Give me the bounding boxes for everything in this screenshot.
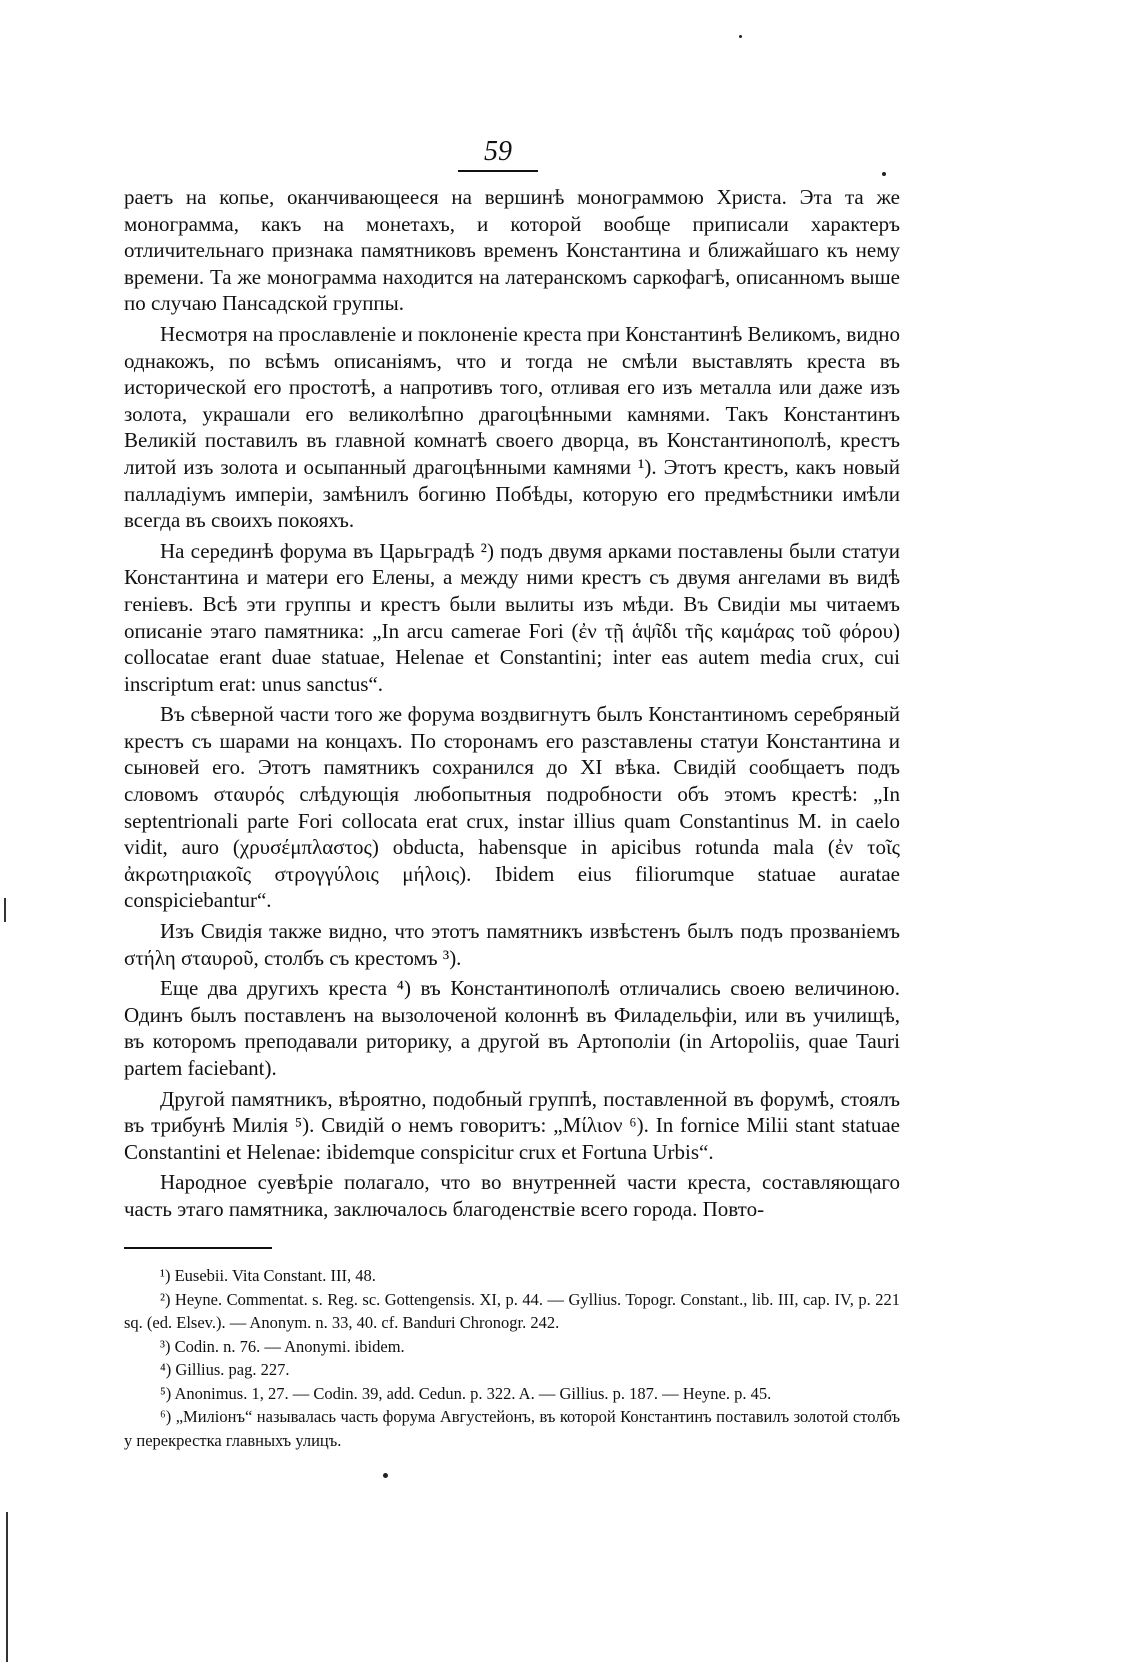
footnote: ²) Heyne. Commentat. s. Reg. sc. Gottengensis. XI, p. 44. — Gyllius. Topogr. Constant., lib. III, cap. IV, p. 221 sq. (ed. Elsev.). — Anonym. n. 33, 40. cf. Banduri Chronogr. 242.	[124, 1289, 900, 1332]
paragraph: Народное суевѣріе полагало, что во внутренней части креста, составляющаго часть этаго памятника, заключалось благоденствіе всего города. Повто-	[124, 1170, 900, 1221]
footnote-divider	[124, 1247, 272, 1249]
footnotes	[124, 1264, 900, 1452]
paragraph: Въ сѣверной части того же форума воздвигнутъ былъ Константиномъ серебряный крестъ съ шарами на концахъ. По сторонамъ его разставлены статуи Константина и сыновей его. Этотъ памятникъ сохранился до XI вѣка. Свидій сообщаетъ подъ словомъ σταυρός слѣдующія любопытныя подробности объ этомъ крестѣ: „In septentrionali parte Fori collocata erat crux, instar illius quam Constantinus M. in caelo vidit, auro (χρυσέμπλαστος) obducta, habensque in apicibus rotunda mala (ἐν τοῖς ἀκρωτηριακοῖς στρογγύλοις μήλοις). Ibidem eius filiorumque statuae auratae conspiciebantur“.	[124, 702, 900, 913]
main-text	[124, 184, 900, 1223]
scan-speck	[882, 172, 886, 176]
footnote: ⁴) Gillius. pag. 227.	[160, 1360, 290, 1379]
paragraph: раетъ на копье, оканчивающееся на вершинѣ монограммою Христа. Эта та же монограмма, какъ на монетахъ, и которой вообще приписали характеръ отличительнаго признака памятниковъ временъ Константина и ближайшаго къ нему времени. Та же монограмма находится на латеранскомъ саркофагѣ, описанномъ выше по случаю Пансадской группы.	[124, 185, 900, 316]
scan-speck	[383, 1473, 388, 1478]
footnote: ⁶) „Миліонъ“ называлась часть форума Августейонъ, въ которой Константинъ поставилъ золотой столбъ у перекрестка главныхъ улицъ.	[124, 1407, 900, 1450]
paragraph: На серединѣ форума въ Царьградѣ ²) подъ двумя арками поставлены были статуи Константина и матери его Елены, а между ними крестъ съ двумя ангелами въ видѣ геніевъ. Всѣ эти группы и крестъ были вылиты изъ мѣди. Въ Свидіи мы читаемъ описаніе этаго памятника: „In arcu camerae Fori (ἐν τῇ ἁψῖδι τῆς καμάρας τοῦ φόρου) collocatae erant duae statuae, Helenae et Constantini; inter eas autem media crux, cui inscriptum erat: unus sanctus“.	[124, 538, 900, 696]
footnote: ¹) Eusebii. Vita Constant. III, 48.	[160, 1266, 376, 1285]
page-number: 59	[458, 138, 538, 172]
paragraph: Другой памятникъ, вѣроятно, подобный группѣ, поставленной въ форумѣ, стоялъ въ трибунѣ Милія ⁵). Свидій о немъ говоритъ: „Μίλιον ⁶). In fornice Milii stant statuae Constantini et Helenae: ibidemque conspicitur crux et Fortuna Urbis“.	[124, 1086, 900, 1164]
scan-speck	[739, 35, 742, 38]
paragraph: Изъ Свидія также видно, что этотъ памятникъ извѣстенъ былъ подъ прозваніемъ στήλη σταυροῦ, столбъ съ крестомъ ³).	[124, 919, 900, 970]
scan-margin-line	[4, 898, 6, 922]
paragraph: Еще два другихъ креста ⁴) въ Константинополѣ отличались своею величиною. Одинъ былъ поставленъ на вызолоченой колоннѣ въ Филадельфіи, или въ училищѣ, въ которомъ преподавали риторику, а другой въ Артополіи (in Artopoliis, quae Tauri partem faciebant).	[124, 976, 900, 1080]
scan-margin-line	[6, 1512, 8, 1662]
paragraph: Несмотря на прославленіе и поклоненіе креста при Константинѣ Великомъ, видно однакожъ, по всѣмъ описаніямъ, что и тогда не смѣли выставлять креста въ исторической его простотѣ, а напротивъ того, отливая его изъ металла или даже изъ золота, украшали его великолѣпно драгоцѣнными камнями. Такъ Константинъ Великій поставилъ въ главной комнатѣ своего дворца, въ Константинополѣ, крестъ литой изъ золота и осыпанный драгоцѣнными камнями ¹). Этотъ крестъ, какъ новый палладіумъ имперіи, замѣнилъ богиню Побѣды, которую его предмѣстники имѣли всегда въ своихъ покояхъ.	[124, 321, 900, 533]
footnote: ³) Codin. n. 76. — Anonymi. ibidem.	[160, 1336, 405, 1356]
footnote: ⁵) Anonimus. 1, 27. — Codin. 39, add. Cedun. p. 322. A. — Gillius. p. 187. — Heyne. p. 45.	[160, 1383, 772, 1403]
